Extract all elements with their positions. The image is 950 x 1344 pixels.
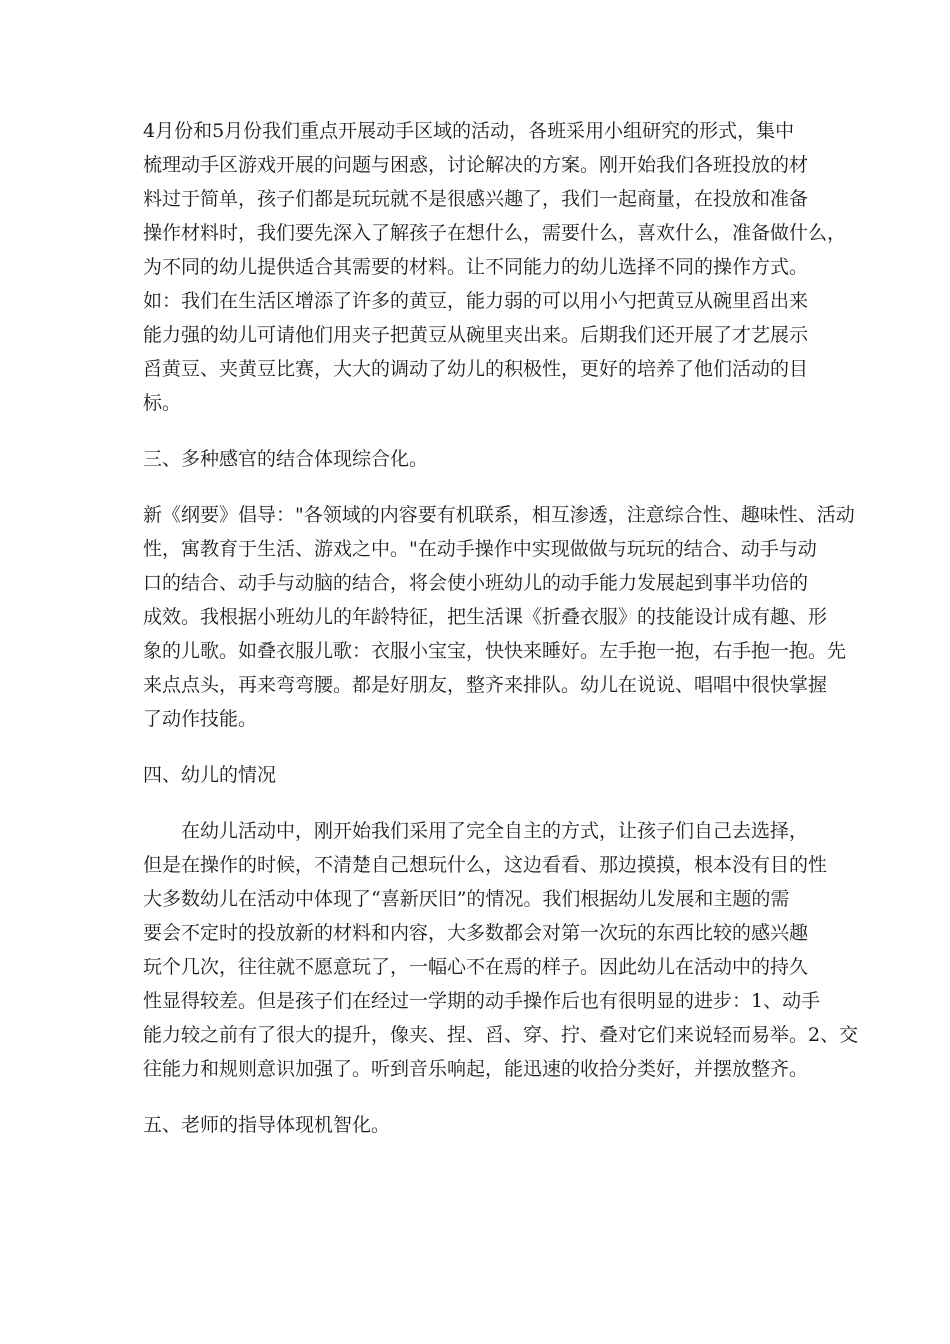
text-line: 象的儿歌。如叠衣服儿歌：衣服小宝宝，快快来睡好。左手抱一抱，右手抱一抱。先 [143, 640, 847, 662]
text-line: 能力较之前有了很大的提升，像夹、捏、舀、穿、拧、叠对它们来说轻而易举。2、交 [143, 1024, 859, 1046]
text-line: 如：我们在生活区增添了许多的黄豆，能力弱的可以用小勺把黄豆从碗里舀出来 [143, 290, 809, 312]
document-body [143, 114, 859, 1164]
heading-text: 三、多种感官的结合体现综合化。 [143, 448, 429, 470]
section-heading-5 [143, 1108, 813, 1142]
text-line: 梳理动手区游戏开展的问题与困惑，讨论解决的方案。刚开始我们各班投放的材 [143, 154, 809, 176]
section-heading-4 [143, 758, 813, 792]
text-line: 料过于简单，孩子们都是玩玩就不是很感兴趣了，我们一起商量，在投放和准备 [143, 188, 809, 210]
text-line: 来点点头，再来弯弯腰。都是好朋友，整齐来排队。幼儿在说说、唱唱中很快掌握 [143, 674, 828, 696]
text-line: 往能力和规则意识加强了。听到音乐响起，能迅速的收拾分类好，并摆放整齐。 [143, 1058, 809, 1080]
heading-text: 四、幼儿的情况 [143, 764, 277, 786]
text-line: 标。 [143, 392, 182, 414]
text-line: 性，寓教育于生活、游戏之中。"在动手操作中实现做做与玩玩的结合、动手与动 [143, 538, 817, 560]
text-line: 舀黄豆、夹黄豆比赛，大大的调动了幼儿的积极性，更好的培养了他们活动的目 [143, 358, 809, 380]
paragraph-children-situation [143, 814, 859, 1086]
text-line: 性显得较差。但是孩子们在经过一学期的动手操作后也有很明显的进步：1、动手 [143, 990, 821, 1012]
text-line: 4月份和5月份我们重点开展动手区域的活动，各班采用小组研究的形式，集中 [143, 120, 795, 142]
paragraph-guidelines [143, 498, 855, 736]
text-line: 成效。我根据小班幼儿的年龄特征，把生活课《折叠衣服》的技能设计成有趣、形 [143, 606, 828, 628]
text-line: 大多数幼儿在活动中体现了“喜新厌旧”的情况。我们根据幼儿发展和主题的需 [143, 888, 790, 910]
text-line: 操作材料时，我们要先深入了解孩子在想什么，需要什么，喜欢什么，准备做什么， [143, 222, 847, 244]
text-line: 能力强的幼儿可请他们用夹子把黄豆从碗里夹出来。后期我们还开展了才艺展示 [143, 324, 809, 346]
text-line: 口的结合、动手与动脑的结合，将会使小班幼儿的动手能力发展起到事半功倍的 [143, 572, 809, 594]
paragraph-hands-on-area [143, 114, 847, 420]
text-line: 为不同的幼儿提供适合其需要的材料。让不同能力的幼儿选择不同的操作方式。 [143, 256, 809, 278]
text-line: 新《纲要》倡导："各领域的内容要有机联系，相互渗透，注意综合性、趣味性、活动 [143, 504, 855, 526]
text-line: 玩个几次，往往就不愿意玩了，一幅心不在焉的样子。因此幼儿在活动中的持久 [143, 956, 809, 978]
text-line: 但是在操作的时候，不清楚自己想玩什么，这边看看、那边摸摸，根本没有目的性 [143, 854, 828, 876]
section-heading-3 [143, 442, 813, 476]
text-line: 在幼儿活动中，刚开始我们采用了完全自主的方式，让孩子们自己去选择， [181, 820, 809, 842]
text-line: 了动作技能。 [143, 708, 258, 730]
text-line: 要会不定时的投放新的材料和内容，大多数都会对第一次玩的东西比较的感兴趣 [143, 922, 809, 944]
heading-text: 五、老师的指导体现机智化。 [143, 1114, 391, 1136]
